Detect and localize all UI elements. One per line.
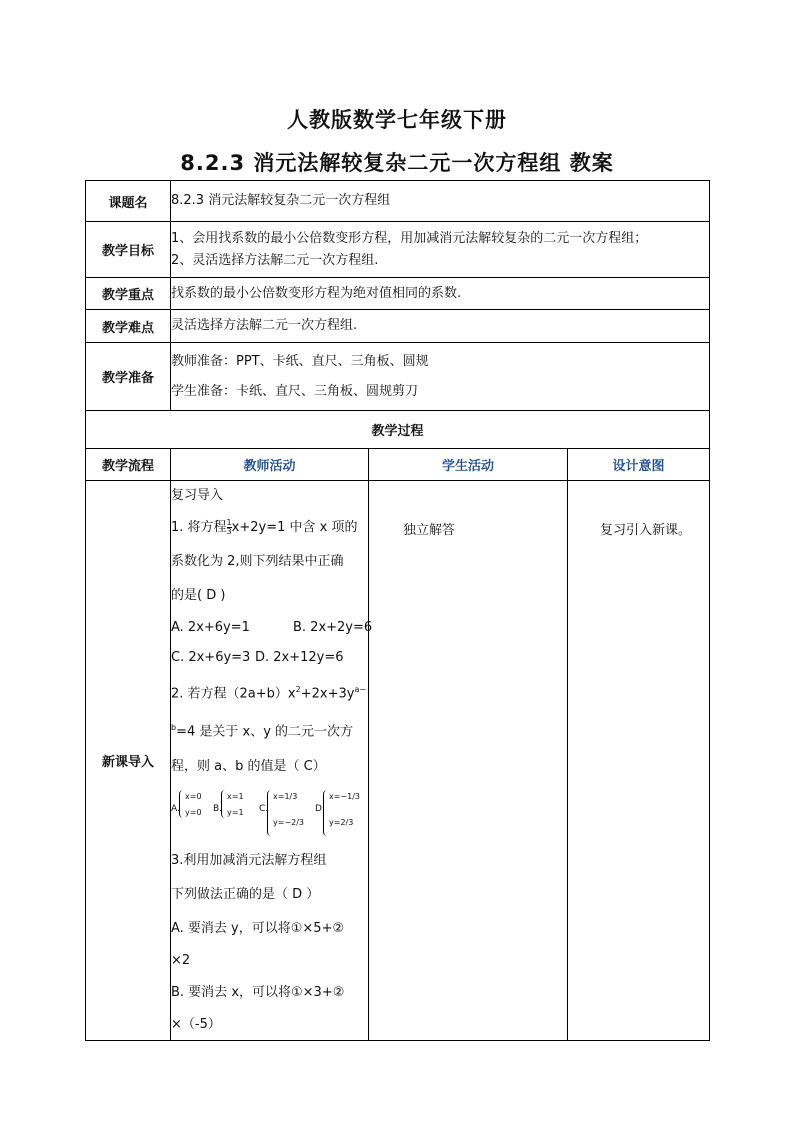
q2-option-c: C. x=1/3 y=−2/3 (259, 786, 309, 840)
document-title: 人教版数学七年级下册 (287, 108, 507, 132)
row-topic (86, 181, 710, 222)
question-2-line-2: $^b$=4 是关于 x、y 的二元一次方 (171, 723, 354, 740)
design-intent-text: 复习引入新课。 (600, 523, 692, 538)
question-2-options (171, 786, 368, 842)
intro-heading: 复习导入 (171, 488, 224, 503)
key-value: 找系数的最小公倍数变形方程为绝对值相同的系数. (171, 278, 710, 310)
prep-teacher: 教师准备：PPT、卡纸、直尺、三角板、圆规 (171, 353, 429, 369)
col-header-student: 学生活动 (369, 449, 568, 481)
student-activity-text: 独立解答 (403, 523, 456, 538)
key-label: 教学重点 (86, 278, 171, 310)
row-stage-intro (86, 481, 710, 1041)
topic-label: 课题名 (86, 181, 171, 222)
q2-option-d: D. x=−1/3 y=2/3 (315, 786, 361, 840)
lesson-plan-table (85, 180, 710, 1041)
question-2-line-3: 程，则 a、b 的值是（ C） (171, 758, 326, 774)
goals-line-2: 2、灵活选择方法解二元一次方程组. (171, 252, 379, 268)
row-prep (86, 343, 710, 411)
question-3-option-b-1: B. 要消去 x，可以将①×3+② (171, 984, 345, 1000)
col-header-teacher: 教师活动 (171, 449, 369, 481)
q1-option-b: B. 2x+2y=6 (293, 620, 373, 635)
q2-option-a: A. x=0 y=0 (171, 791, 202, 817)
prep-value (171, 343, 710, 411)
topic-value: 8.2.3 消元法解较复杂二元一次方程组 (171, 181, 710, 222)
goals-label: 教学目标 (86, 222, 171, 278)
question-3-option-b-2: ×（-5） (171, 1016, 221, 1032)
goals-value (171, 222, 710, 278)
question-3-option-a-1: A. 要消去 y，可以将①×5+② (171, 920, 345, 936)
document-subtitle: 8.2.3 消元法解较复杂二元一次方程组 教案 (180, 151, 614, 175)
row-goals (86, 222, 710, 278)
process-heading: 教学过程 (86, 411, 710, 449)
goals-line-1: 1、会用找系数的最小公倍数变形方程，用加减消元法解较复杂的二元一次方程组； (171, 230, 648, 246)
prep-student: 学生准备：卡纸、直尺、三角板、圆规剪刀 (171, 383, 419, 399)
q1-option-a: A. 2x+6y=1 (171, 620, 250, 635)
row-difficulty (86, 310, 710, 343)
question-3-option-a-2: ×2 (171, 952, 191, 968)
student-activity (369, 481, 568, 1041)
difficulty-label: 教学难点 (86, 310, 171, 343)
row-process-heading (86, 411, 710, 449)
prep-label: 教学准备 (86, 343, 171, 411)
question-2-line-1: 2. 若方程$(2a+b)x^2+2x+3y^{a-}$ (171, 685, 367, 702)
design-intent (568, 481, 710, 1041)
difficulty-value: 灵活选择方法解二元一次方程组. (171, 310, 710, 343)
question-3-line-1: 3.利用加减消元法解方程组 (171, 852, 327, 868)
question-3-line-2: 下列做法正确的是（ D ） (171, 886, 320, 902)
col-header-flow: 教学流程 (86, 449, 171, 481)
question-1-options-ab (171, 613, 373, 643)
question-1-line-1: 1. 将方程 $\frac{1}{3}$ x+2y=1 中含 x 项的 (171, 518, 358, 536)
q1-option-c: C. 2x+6y=3 (171, 650, 251, 665)
q1-option-d: D. 2x+12y=6 (255, 650, 344, 665)
stage-label: 新课导入 (86, 481, 171, 1041)
q2-option-b: B. x=1 y=1 (213, 791, 244, 817)
row-key (86, 278, 710, 310)
row-column-headers (86, 449, 710, 481)
teacher-activity (171, 481, 373, 1041)
question-1-line-2: 系数化为 2,则下列结果中正确 (171, 554, 344, 569)
col-header-intent: 设计意图 (568, 449, 710, 481)
question-1-options-cd (171, 643, 368, 673)
fraction-one-third: $\frac{1}{3}$ (226, 518, 232, 536)
question-1-line-3: 的是( D ) (171, 588, 226, 603)
